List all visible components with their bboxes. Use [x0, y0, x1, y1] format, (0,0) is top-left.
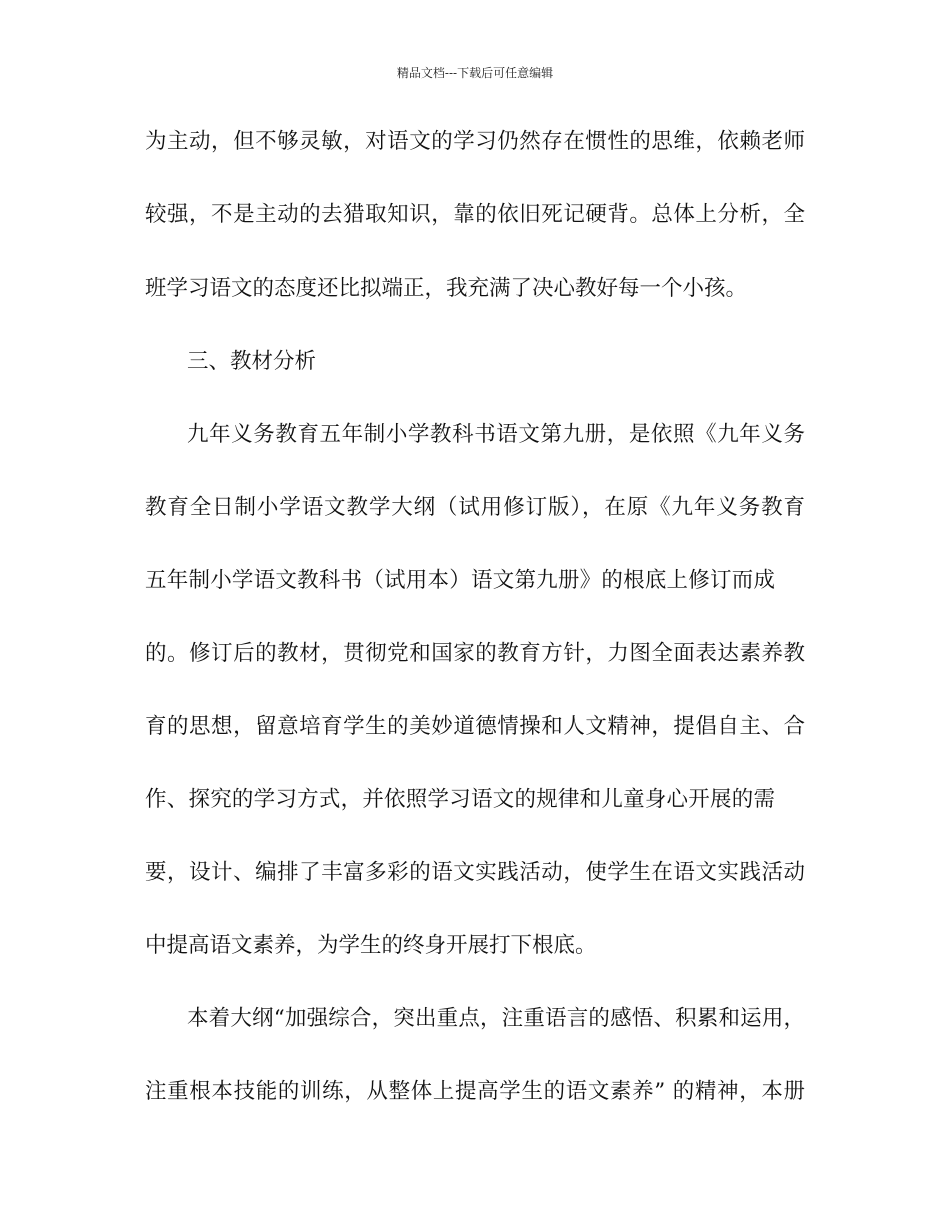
paragraph-line: 育的思想，留意培育学生的美妙道德情操和人文精神，提倡自主、合 — [145, 714, 805, 739]
paragraph-line: 九年义务教育五年制小学教科书语文第九册，是依照《九年义务 — [187, 422, 805, 447]
paragraph-line: 作、探究的学习方式，并依照学习语文的规律和儿童身心开展的需 — [145, 787, 775, 812]
paragraph-line: 五年制小学语文教科书（试用本）语文第九册》的根底上修订而成 — [145, 568, 775, 593]
paragraph-line: 注重根本技能的训练，从整体上提高学生的语文素养” 的精神，本册 — [145, 1079, 805, 1104]
paragraph-line: 班学习语文的态度还比拟端正，我充满了决心教好每一个小孩。 — [145, 276, 748, 301]
paragraph-line: 教育全日制小学语文教学大纲（试用修订版），在原《九年义务教育 — [145, 495, 805, 520]
paragraph-line: 要，设计、编排了丰富多彩的语文实践活动，使学生在语文实践活动 — [145, 860, 805, 885]
page-header: 精品文档---下载后可任意编辑 — [396, 66, 554, 80]
paragraph-line: 较强，不是主动的去猎取知识，靠的依旧死记硬背。总体上分析，全 — [145, 202, 805, 227]
section-heading: 三、教材分析 — [187, 349, 317, 374]
paragraph-line: 为主动，但不够灵敏，对语文的学习仍然存在惯性的思维，依赖老师 — [145, 129, 805, 154]
paragraph-line: 中提高语文素养，为学生的终身开展打下根底。 — [145, 933, 597, 958]
paragraph-line: 的。修订后的教材，贯彻党和国家的教育方针，力图全面表达素养教 — [145, 641, 805, 666]
paragraph-line: 本着大纲“加强综合，突出重点，注重语言的感悟、积累和运用， — [187, 1006, 805, 1031]
